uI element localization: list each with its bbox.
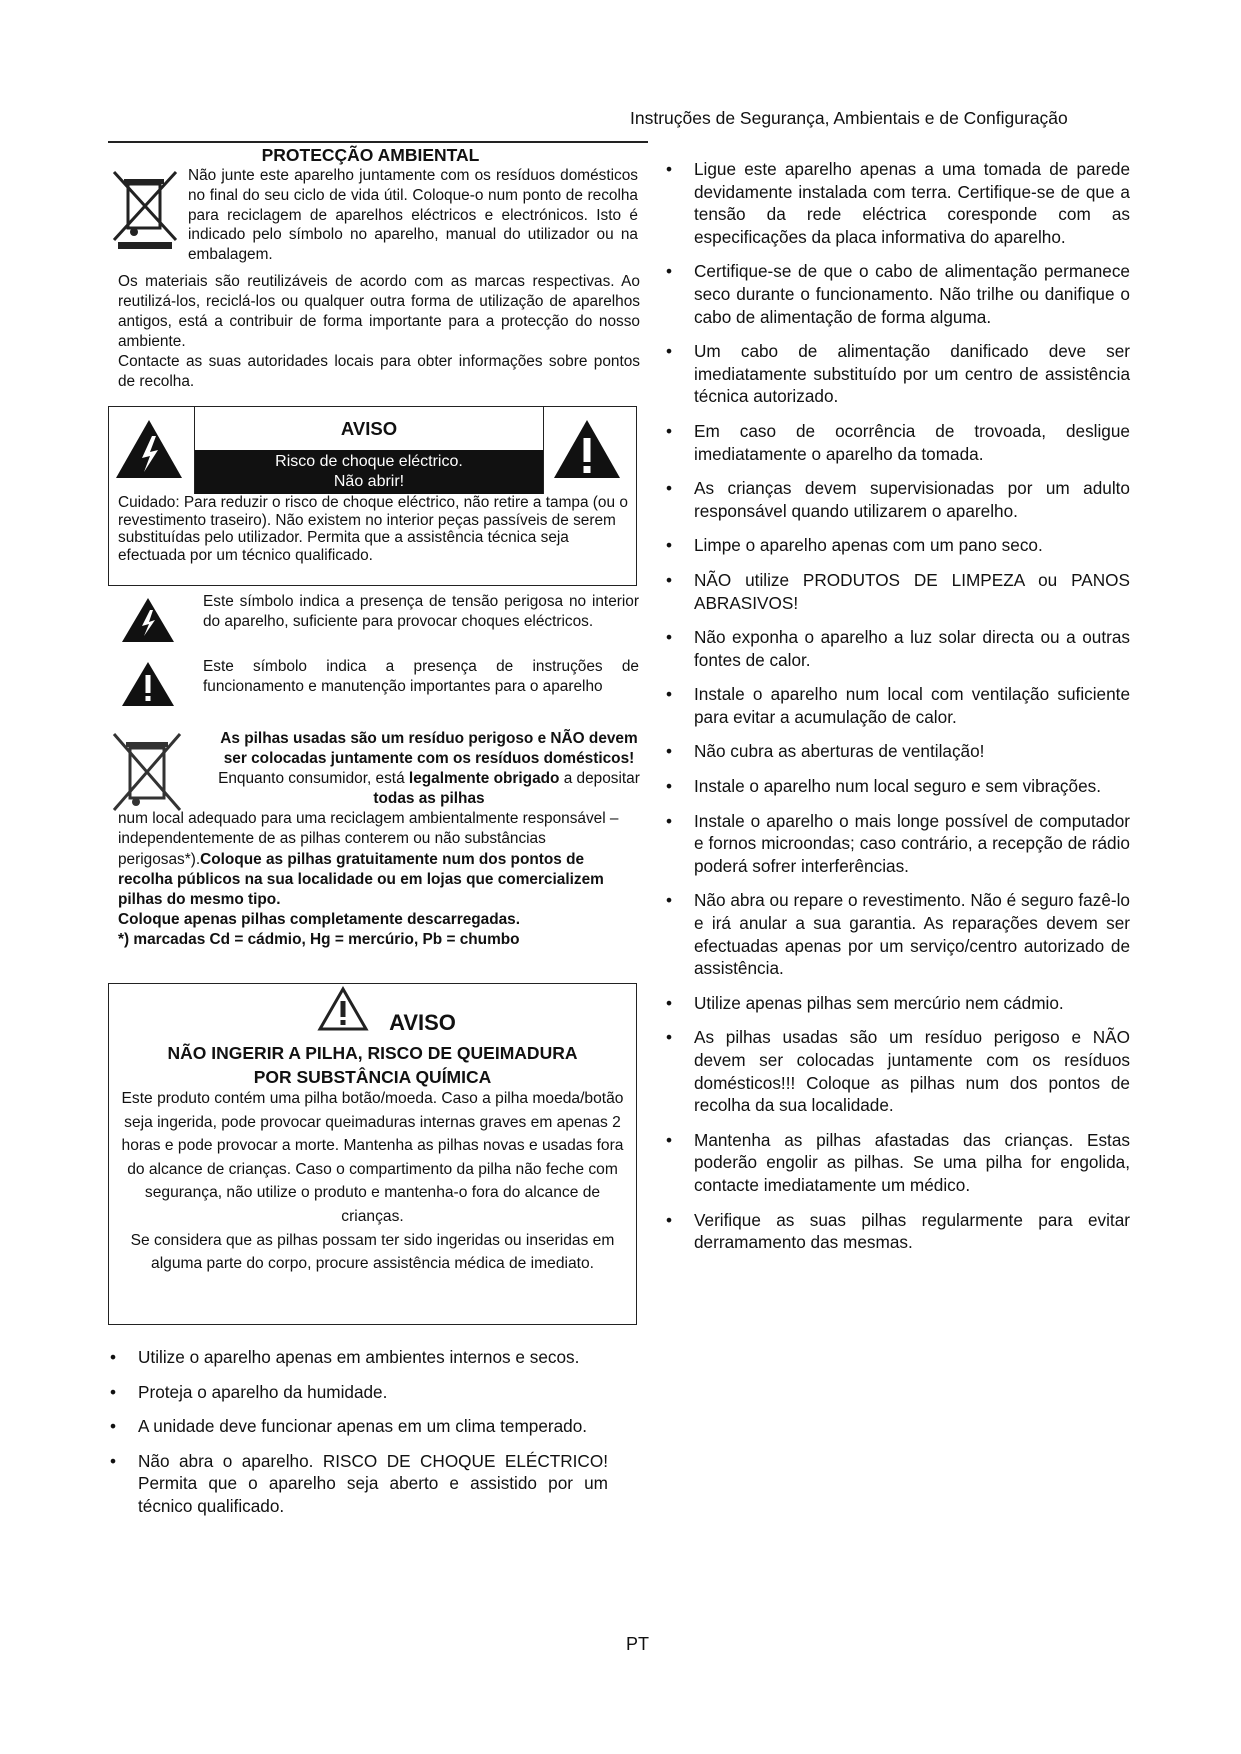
list-item: • Utilize apenas pilhas sem mercúrio nem cádmio. <box>664 992 1130 1015</box>
shock-warning-header <box>194 406 544 494</box>
list-item: • Ligue este aparelho apenas a uma tomada de parede devidamente instalada com terra. Certifique-se de que a tensão da rede eléctrica coresponde com as especificações da placa informativa do aparelho. <box>664 158 1130 248</box>
environment-paragraphs <box>118 272 640 392</box>
list-item: • Utilize o aparelho apenas em ambientes internos e secos. <box>108 1346 608 1369</box>
list-item: • Instale o aparelho num local seguro e sem vibrações. <box>664 775 1130 798</box>
list-item: • Instale o aparelho o mais longe possível de computador e fornos microondas; caso contrário, a recepção de rádio poderá sofrer interferências. <box>664 810 1130 878</box>
environment-section-title: PROTECÇÃO AMBIENTAL <box>108 141 648 166</box>
exclamation-symbol-icon <box>120 660 176 708</box>
button-battery-warning-box <box>108 983 637 1325</box>
shock-warning-title: AVISO <box>340 418 398 439</box>
page-footer-language: PT <box>626 1634 650 1654</box>
list-item: • Não abra ou repare o revestimento. Não é seguro fazê-lo e irá anular a sua garantia. As reparações devem ser efectuadas apenas por um serviço/centro autorizado de assistência. <box>664 889 1130 979</box>
list-item: • Instale o aparelho num local com ventilação suficiente para evitar a acumulação de calor. <box>664 683 1130 728</box>
list-item: • Não cubra as aberturas de ventilação! <box>664 740 1130 763</box>
shock-warning-banner: Risco de choque eléctrico. Não abrir! <box>195 450 543 494</box>
battery-warning-subtitle: NÃO INGERIR A PILHA, RISCO DE QUEIMADURA POR SUBSTÂNCIA QUÍMICA <box>167 1043 578 1087</box>
list-item: • Não abra o aparelho. RISCO DE CHOQUE ELÉCTRICO! Permita que o aparelho seja aberto e assistido por um técnico qualificado. <box>108 1450 608 1518</box>
list-item: • Mantenha as pilhas afastadas das crianças. Estas poderão engolir as pilhas. Se uma pilha for engolida, contacte imediatamente um médico. <box>664 1129 1130 1197</box>
contact-paragraph: Contacte as suas autoridades locais para obter informações sobre pontos de recolha. <box>118 353 640 390</box>
page-header: Instruções de Segurança, Ambientais e de Configuração <box>630 108 1068 128</box>
list-item: • Limpe o aparelho apenas com um pano seco. <box>664 534 1130 557</box>
list-item: • Proteja o aparelho da humidade. <box>108 1381 608 1404</box>
lightning-symbol-icon <box>120 596 176 644</box>
list-item: • Verifique as suas pilhas regularmente para evitar derramamento das mesmas. <box>664 1209 1130 1254</box>
voltage-symbol-text: Este símbolo indica a presença de tensão perigosa no interior do aparelho, suficiente para provocar choques eléctricos. <box>203 593 639 630</box>
exclamation-warning-icon <box>552 418 622 480</box>
list-item: • Em caso de ocorrência de trovoada, desligue imediatamente o aparelho da tomada. <box>664 420 1130 465</box>
list-item: • As crianças devem supervisionadas por um adulto responsável quando utilizarem o aparelho. <box>664 477 1130 522</box>
battery-warning-body: Este produto contém uma pilha botão/moeda. Caso a pilha moeda/botão seja ingerida, pode provocar queimaduras internas graves em apenas 2 horas e pode provocar a morte. Mantenha as pilhas novas e usadas fora do alcance de crianças. Caso o compartimento da pilha não feche com segurança, não utilize o produto e mantenha-o fora do alcance de crianças. Se considera que as pilhas possam ter sido ingeridas ou inseridas em alguma parte do corpo, procure assistência médica de imediato. <box>121 1090 624 1273</box>
battery-warning-title: AVISO <box>389 1010 456 1035</box>
lightning-warning-icon <box>114 418 184 480</box>
crossed-bin-icon <box>110 168 180 250</box>
list-item: • Certifique-se de que o cabo de alimentação permanece seco durante o funcionamento. Não trilhe ou danifique o cabo de alimentação de forma alguma. <box>664 260 1130 328</box>
right-bullet-list <box>664 158 1130 1266</box>
list-item: • As pilhas usadas são um resíduo perigoso e NÃO devem ser colocadas juntamente com os resíduos domésticos!!! Coloque as pilhas num dos pontos de recolha da sua localidade. <box>664 1026 1130 1116</box>
recycling-paragraph: Os materiais são reutilizáveis de acordo com as marcas respectivas. Ao reutilizá-los, reciclá-los ou qualquer outra forma de utilização de aparelhos antigos, está a contribuir de forma importante para a protecção do nosso ambiente. <box>118 273 640 350</box>
battery-disposal-text: As pilhas usadas são um resíduo perigoso e NÃO devem ser colocadas juntamente com os resíduos domésticos! Enquanto consumidor, está legalmente obrigado a depositar todas as pilhas num local adequado para uma reciclagem ambientalmente responsável – independentemente de as pilhas conterem ou não substâncias perigosas*).Coloque as pilhas gratuitamente num dos pontos de recolha públicos na sua localidade ou em lojas que comercializem pilhas do mesmo tipo. Coloque apenas pilhas completamente descarregadas. *) marcadas Cd = cádmio, Hg = mercúrio, Pb = chumbo <box>118 730 640 948</box>
weee-text: Não junte este aparelho juntamente com os resíduos domésticos no final do seu ciclo de vida útil. Coloque-o num ponto de recolha para reciclagem de aparelhos eléctricos e electrónicos. Isto é indicado pelo símbolo no aparelho, manual do utilizador ou na embalagem. <box>188 167 638 264</box>
instructions-symbol-text: Este símbolo indica a presença de instruções de funcionamento e manutenção importantes para o aparelho <box>203 658 639 695</box>
caution-text: Cuidado: Para reduzir o risco de choque eléctrico, não retire a tampa (ou o revestimento traseiro). Não existem no interior peças passíveis de serem substituídas pelo utilizador. Permita que a assistência técnica seja efectuada por um técnico qualificado. <box>118 494 628 564</box>
list-item: • NÃO utilize PRODUTOS DE LIMPEZA ou PANOS ABRASIVOS! <box>664 569 1130 614</box>
left-bullet-list <box>108 1346 608 1530</box>
list-item: • A unidade deve funcionar apenas em um clima temperado. <box>108 1415 608 1438</box>
list-item: • Não exponha o aparelho a luz solar directa ou a outras fontes de calor. <box>664 626 1130 671</box>
list-item: • Um cabo de alimentação danificado deve ser imediatamente substituído por um centro de assistência técnica autorizado. <box>664 340 1130 408</box>
